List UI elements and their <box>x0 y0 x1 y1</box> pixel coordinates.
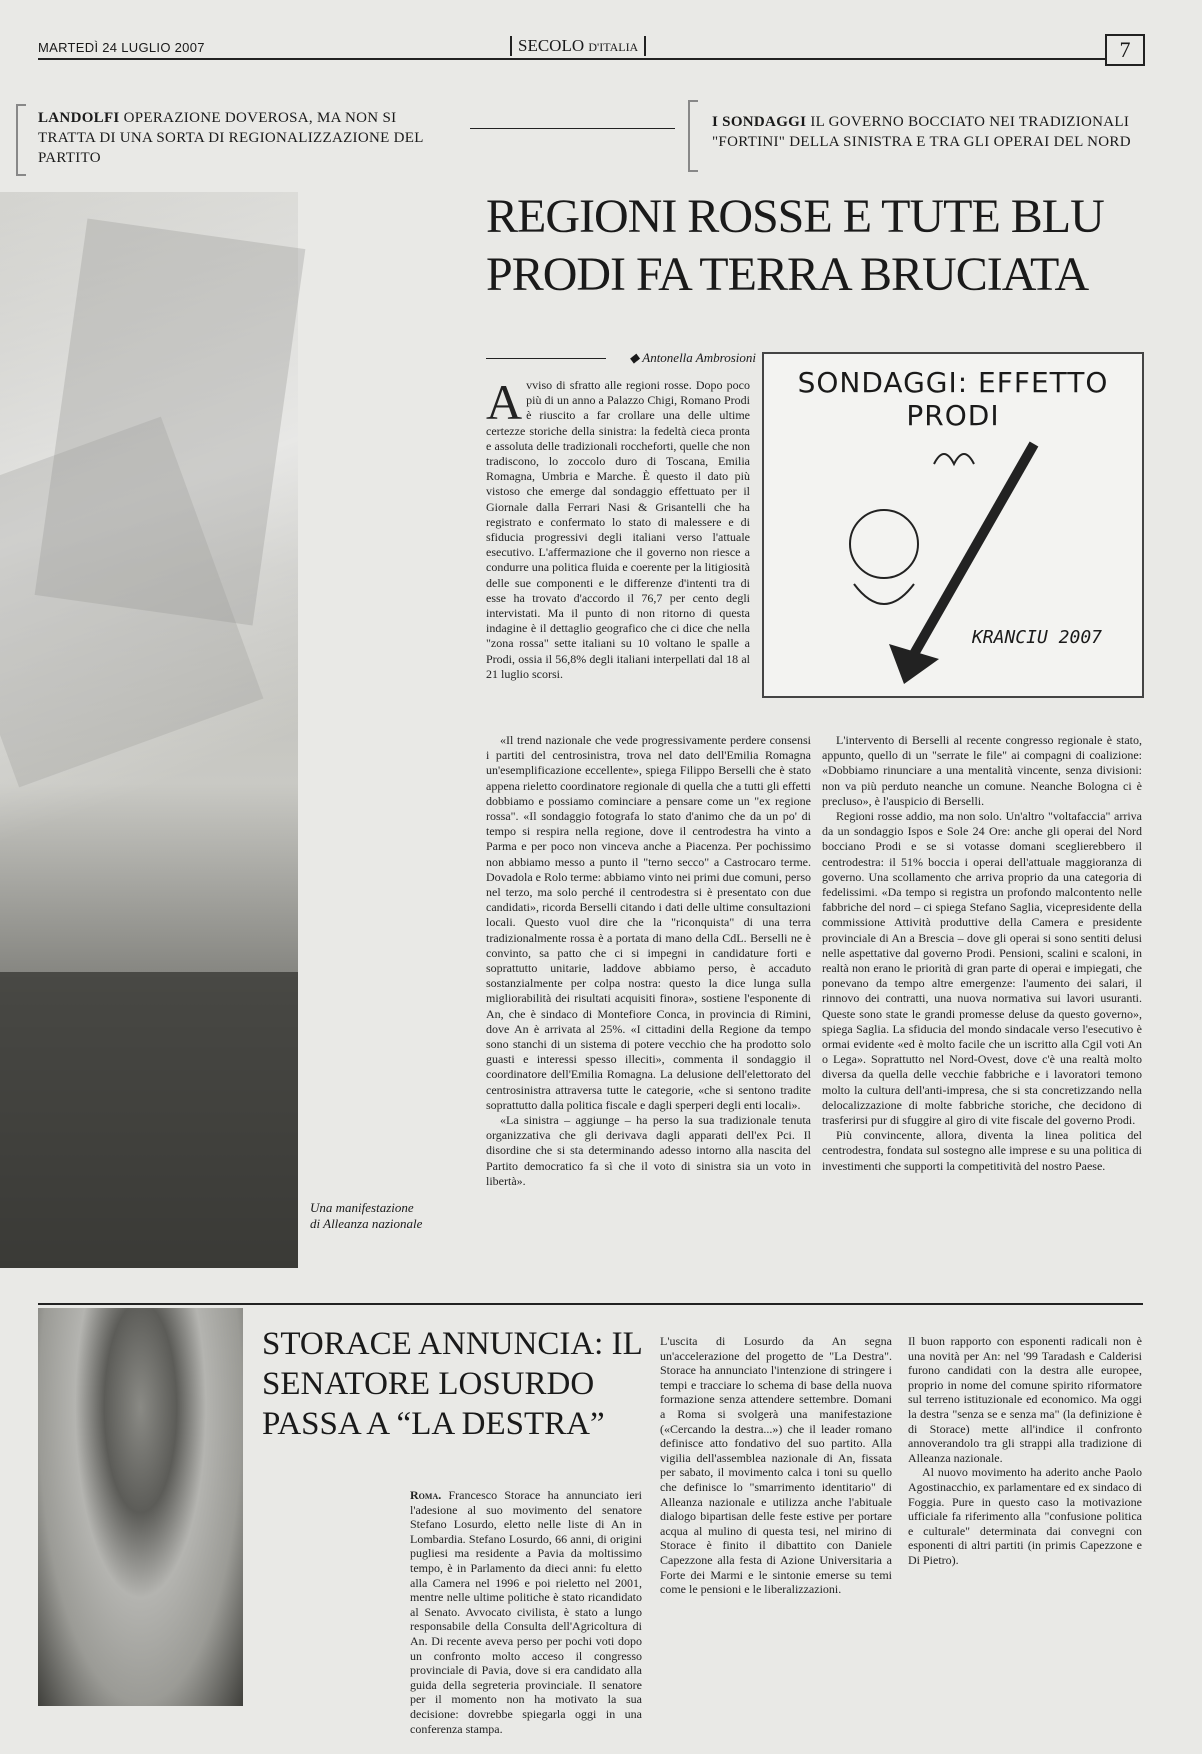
article-paragraph <box>486 374 750 682</box>
left-kicker-lead: LANDOLFI <box>38 110 120 126</box>
masthead-rule <box>38 58 1143 60</box>
page-number: 7 <box>1105 34 1145 66</box>
right-kicker-bracket <box>688 100 698 172</box>
article-paragraph <box>410 1488 642 1736</box>
rally-crowd-shape <box>0 972 298 1268</box>
cartoon-hands <box>934 454 974 464</box>
newspaper-name-main: SECOLO <box>518 36 585 55</box>
byline-author: Antonella Ambrosioni <box>642 350 756 365</box>
cartoon-arrow-shaft <box>914 444 1034 654</box>
dateline: Roma. <box>410 1488 442 1502</box>
second-article-column-3 <box>908 1334 1142 1718</box>
article-paragraph: «Il trend nazionale che vede progressivamente perdere consensi i partiti del centrosinistra, trova nel dato dell'Emilia Romagna un'esemplificazione eccellente», spiega Filippo Berselli che è stato appena rieletto coordinatore regionale di quella che a tutti gli effetti dobbiamo e possiamo cominciare a pensare come un "ex regione rossa". «Il sondaggio fotografa lo stato d'animo che da un po' di tempo si respira nella regione, dove il centrodestra ha vinto a Parma e per poco non vinceva anche a Piacenza. Per pochissimo non abbiamo messo a punto il "terno secco" a Castrocaro terme. Dovadola e Rolo terme: abbiamo vinto nei primi due comuni, perso nel terzo, ma solo perché il centrodestra si è presentato con due candidati», ricorda Berselli citando i dati delle ultime consultazioni locali. Questo vuol dire che la "riconquista" di una terra tradizionalmente rossa è a portata di mano della CdL. Berselli ne è convinto, sa patto che ci si impegni in candidature forti e soprattutto unitarie, laddove abbiamo perso, è accaduto sostanzialmente per colpa nostra: questo la dice lunga sulla migliorabilità dei risultati acquisiti finora», sostiene l'esponente di An, che è sindaco di Montefiore Conca, in provincia di Rimini, dove An è arrivata al 25%. «I cittadini della Regione da tempo sono stanchi di un sistema di potere vecchio che ha prodotto solo guasti e interessi spesso illeciti», commenta il sondaggio il coordinatore dell'Emilia Romagna. La delusione dell'elettorato del centrosinistra attraversa tutte le categorie, «che si sentono tradite soprattutto dalla politica fiscale e dagli sperperi degli enti locali». <box>486 733 811 1112</box>
main-article-column-1a <box>486 374 750 682</box>
second-article-column-1 <box>410 1488 643 1736</box>
main-headline-line2: PRODI FA TERRA BRUCIATA <box>486 248 1089 301</box>
paragraph-text: Francesco Storace ha annunciato ieri l'adesione al suo movimento del senatore Stefano Losurdo, eletto nelle liste di An in Lombardia. Stefano Losurdo, 66 anni, di origini pugliesi ma residente a Pavia da moltissimo tempo, è in Parlamento da dieci anni: fu eletto alla Camera nel 1996 e poi rieletto nel 2001, mentre nelle ultime politiche è stato ricandidato al Senato. Avvocato civilista, è stato a lungo responsabile della Consulta dell'Agricoltura di An. Di recente aveva perso per pochi voti dopo un confronto molto acceso il congresso provinciale di Pavia, dove si era candidato alla guida della segreteria provinciale. Il senatore per il momento non ha motivato la sua decisione: dovrebbe spiegarla oggi in una conferenza stampa. <box>410 1488 643 1736</box>
kicker-rule-left <box>470 128 675 129</box>
photo-caption-line1: Una manifestazione <box>310 1200 414 1215</box>
senator-photo <box>38 1308 243 1706</box>
main-article-column-2 <box>822 733 1142 1278</box>
right-kicker <box>712 112 1152 152</box>
article-paragraph: L'intervento di Berselli al recente congresso regionale è stato, appunto, quello di un "serrate le file" ai compagni di coalizione: «Dobbiamo rinunciare a una mentalità vincente, senza divisioni: non va più perduto neanche un comune. Neanche Bologna ci è precluso», è l'auspicio di Berselli. <box>822 733 1142 808</box>
article-paragraph: L'uscita di Losurdo da An segna un'accelerazione del progetto de "La Destra". Storace ha annunciato l'intenzione di stringere i tempi e tracciare lo schema di base della nuova formazione senza attendere settembre. Domani a Roma si svolgerà una manifestazione («Cercando la destra...») che il leader romano definisce atto fondativo del suo partito. Alla vigilia dell'assemblea nazionale di An, fissata per sabato, il movimento calca i toni su quello che definisce lo "smarrimento identitario" di Alleanza nazionale e utilizza anche l'abituale dialogo bipartisan delle feste estive per portare acqua al mulino di questa tesi, nel mirino di Storace è finito il dibattito con Daniele Capezzone alla festa di Azione Universitaria a Forte dei Marmi e le sintonie emerse su temi come le pensioni e le liberalizzazioni. <box>660 1334 892 1597</box>
right-kicker-lead: I SONDAGGI <box>712 114 807 130</box>
section-rule <box>38 1303 1143 1305</box>
second-headline: STORACE ANNUNCIA: IL SENATORE LOSURDO PASSA A “LA DESTRA” <box>262 1326 642 1442</box>
political-cartoon <box>762 352 1144 698</box>
main-headline-line1: REGIONI ROSSE E TUTE BLU <box>486 190 1104 243</box>
article-paragraph: Più convincente, allora, diventa la linea politica del centrodestra, fondata sul sostegno alle imprese e su una politica di investimenti che supporti la competitività del nostro Paese. <box>822 1128 1142 1173</box>
main-headline <box>486 188 1166 304</box>
byline: ◆ Antonella Ambrosioni <box>629 350 756 365</box>
paragraph-text: vviso di sfratto alle regioni rosse. Dopo poco più di un anno a Palazzo Chigi, Romano Prodi è riuscito a far crollare una delle ultime certezze storiche della sinistra: la fedeltà cieca pronta e assoluta delle tradizionali roccheforti, quelle che non tradiscono, lo zoccolo duro di Toscana, Emilia Romagna, Umbria e Marche. È questo il dato più vistoso che emerge dal sondaggio effettuato per il Giornale dalla Ferrari Nasi & Grisantelli che ha registrato e confermato lo stato di malessere e di sfiducia progressivi degli italiani verso l'attuale esecutivo. L'affermazione che il governo non riesce a condurre una politica fluida e coerente per la litigiosità delle sue componenti e le differenze d'intenti tra di esse ha trovato d'accordo il 76,7 per cento degli intervistati. Ma il punto di non ritorno di questa indagine è il dettaglio geografico che ci dice che nella "zona rossa" sette italiani su 10 voltano le spalle a Prodi, ossia il 56,8% degli italiani interpellati dal 18 al 21 luglio scorsi. <box>486 378 750 681</box>
left-kicker <box>38 108 448 168</box>
article-paragraph: Il buon rapporto con esponenti radicali non è una novità per An: nel '99 Taradash e Calderisi furono candidati con la destra alle europee, proprio in nome del comune spirito riformatore sul terreno istituzionale ed economico. Ma oggi la destra "senza se e senza ma" (la definizione è di Storace) mette all'indice il confronto annoverandolo tra gli strappi alla tradizione di Alleanza nazionale. <box>908 1334 1142 1465</box>
main-article-column-1b <box>486 733 811 1278</box>
drop-cap: A <box>486 374 523 430</box>
newspaper-name <box>510 36 646 56</box>
article-paragraph: Al nuovo movimento ha aderito anche Paolo Agostinacchio, ex parlamentare ed ex sindaco di Foggia. Pure in questo caso la motivazione ufficiale fa riferimento alla "confusione politica e culturale" determinata dai convegni con esponenti di altri partiti (in primis Capezzone e Di Pietro). <box>908 1465 1142 1567</box>
article-paragraph: «La sinistra – aggiunge – ha perso la sua tradizionale tenuta organizzativa che gli derivava dagli apparati dell'ex Pci. Il disordine che si sta determinando adesso intorno alla nascita del Partito democratico fa sì che il voto di sinistra sia un voto in libertà». <box>486 1113 811 1188</box>
rally-photo <box>0 192 298 1268</box>
left-kicker-bracket <box>16 104 26 176</box>
cartoon-signature: KRANCIU 2007 <box>971 627 1102 648</box>
newspaper-name-suffix: D'ITALIA <box>588 40 639 54</box>
left-kicker-text: OPERAZIONE DOVEROSA, MA NON SI TRATTA DI UNA SORTA DI REGIONALIZZAZIONE DEL PARTITO <box>38 110 424 166</box>
article-paragraph: Regioni rosse addio, ma non solo. Un'altro "voltafaccia" arriva da un sondaggio Ispos e Sole 24 Ore: anche gli operai del Nord bocciano Prodi e se si votasse domani sceglierebbero il centrodestra: il 51% boccia i operai dell'attuale maggioranza di governo. Una scollamento che arriva proprio da una categoria di fedelissimi. «Da tempo si registra un profondo malcontento nelle fabbriche del nord – ci spiega Stefano Saglia, vicepresidente della commissione Attività produttive della Camera e presidente provinciale di An a Brescia – dove gli operai si sono sentiti delusi nelle aspettative dal governo Prodi. Pensioni, scalini e scaloni, in realtà non erano le priorità di gran parte di operai e impiegati, che ponevano da tempo altre emergenze: l'aumento dei salari, il rinnovo dei contratti, una nuova normativa sui lavori usuranti. Queste sono state le grandi promesse deluse da questo governo», spiega Saglia. La sfiducia del mondo sindacale verso l'esecutivo è ormai evidente «ed è molto facile che un iscritto alla Cgil voti An o Lega». Soprattutto nel Nord-Ovest, dove c'è una realtà molto diversa da quella delle vecchie fabbriche e i lavoratori temono molto la cultura dell'anti-impresa, che si sta concretizzando nella delocalizzazione di molte fabbriche storiche, che decidono di trasferirsi pur di sfuggire al giro di vite fiscale del governo Prodi. <box>822 809 1142 1128</box>
issue-date: MARTEDÌ 24 LUGLIO 2007 <box>38 40 205 55</box>
cartoon-body <box>854 584 914 604</box>
right-kicker-text: IL GOVERNO BOCCIATO NEI TRADIZIONALI "FORTINI" DELLA SINISTRA E TRA GLI OPERAI DEL NORD <box>712 114 1131 150</box>
photo-caption <box>310 1200 422 1232</box>
photo-caption-line2: di Alleanza nazionale <box>310 1216 423 1231</box>
cartoon-face <box>850 510 918 578</box>
cartoon-title: SONDAGGI: EFFETTO PRODI <box>797 366 1109 432</box>
second-article-column-2 <box>660 1334 892 1718</box>
